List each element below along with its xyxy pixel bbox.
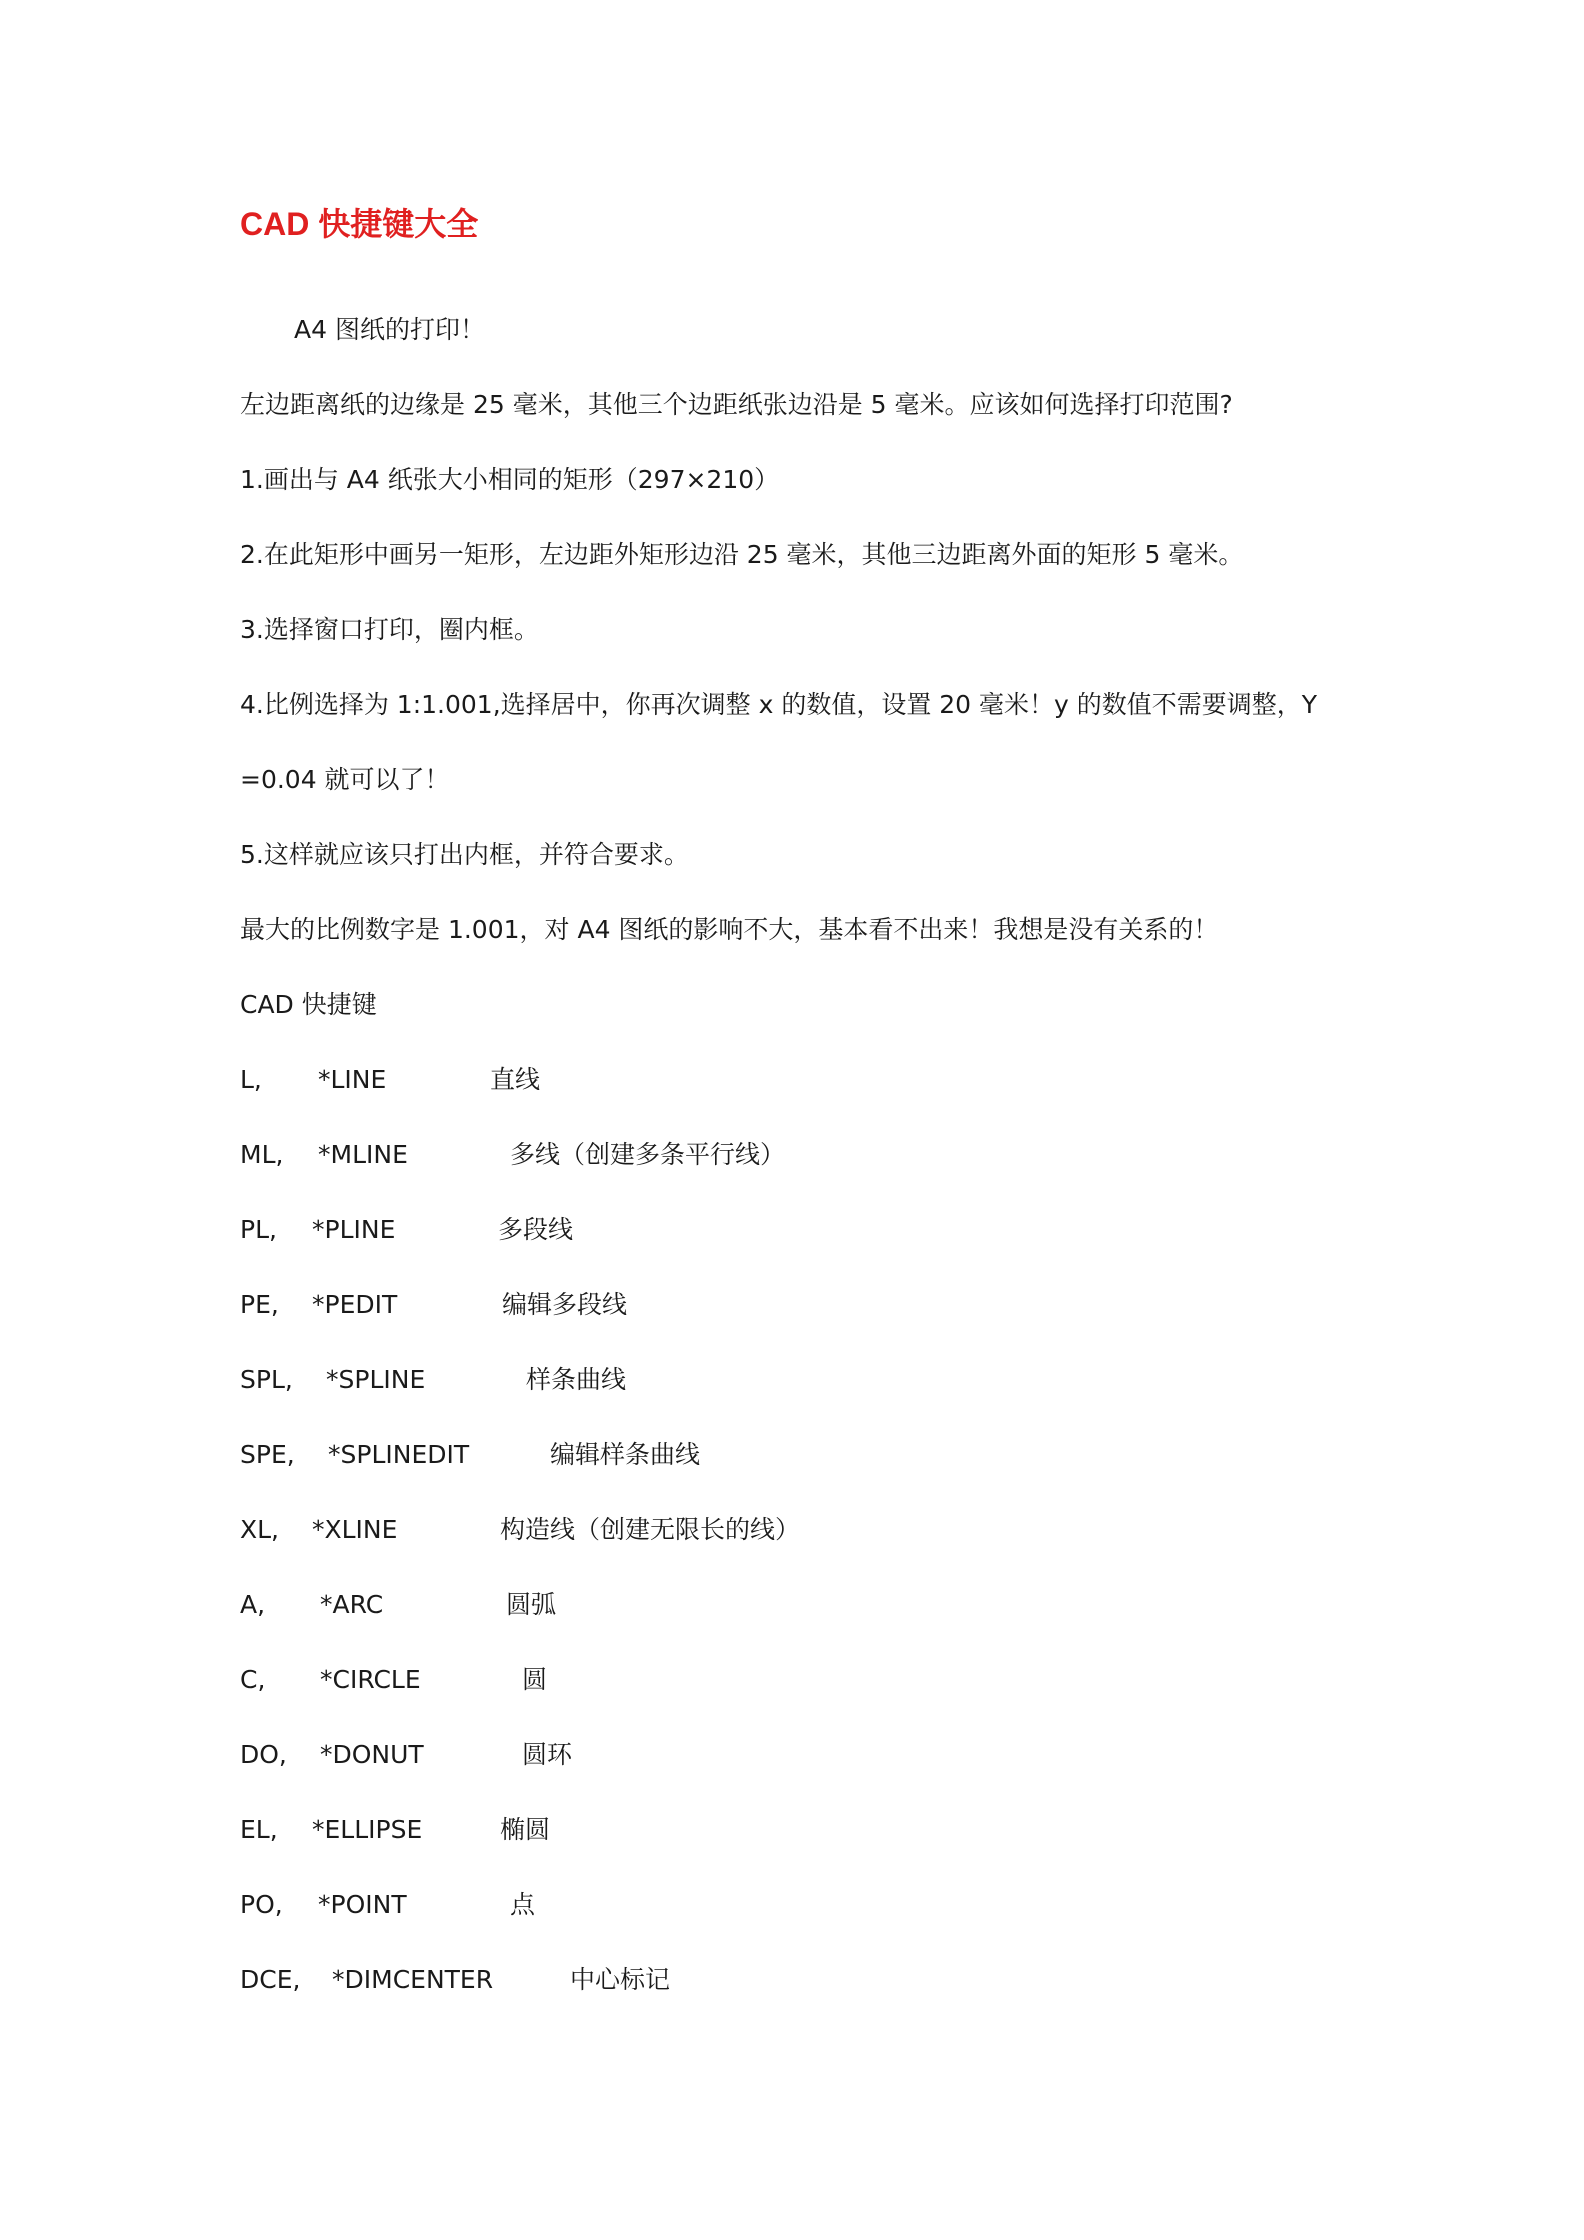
shortcut-description: 多线（创建多条平行线） — [510, 1140, 786, 1169]
intro-line: A4 图纸的打印！ — [294, 315, 485, 344]
shortcut-row — [240, 1960, 1340, 2000]
shortcut-abbr: PL, — [240, 1215, 277, 1244]
shortcut-row — [240, 1060, 1340, 1100]
shortcut-abbr: XL, — [240, 1515, 280, 1544]
shortcut-command: *DIMCENTER — [332, 1965, 494, 1994]
shortcut-command: *MLINE — [318, 1140, 408, 1169]
paragraph-step-4: 4.比例选择为 1:1.001,选择居中，你再次调整 x 的数值，设置 20 毫米！y 的数值不需要调整，Y — [240, 690, 1318, 719]
shortcut-description: 中心标记 — [570, 1965, 671, 1994]
shortcut-row — [240, 1435, 1340, 1475]
shortcut-description: 多段线 — [498, 1215, 574, 1244]
shortcut-description: 样条曲线 — [526, 1365, 627, 1394]
shortcut-abbr: SPE, — [240, 1440, 295, 1469]
paragraph-margin-question: 左边距离纸的边缘是 25 毫米，其他三个边距纸张边沿是 5 毫米。应该如何选择打印范围? — [240, 390, 1233, 419]
shortcut-description: 点 — [510, 1890, 536, 1919]
shortcut-command: *SPLINEDIT — [328, 1440, 470, 1469]
shortcut-command: *XLINE — [312, 1515, 398, 1544]
shortcut-row — [240, 1135, 1340, 1175]
shortcut-abbr: SPL, — [240, 1365, 293, 1394]
shortcut-row — [240, 1210, 1340, 1250]
shortcut-abbr: A, — [240, 1590, 266, 1619]
shortcut-command: *SPLINE — [326, 1365, 426, 1394]
shortcut-description: 椭圆 — [500, 1815, 551, 1844]
shortcut-row — [240, 1510, 1340, 1550]
shortcut-abbr: L, — [240, 1065, 262, 1094]
shortcut-abbr: DCE, — [240, 1965, 301, 1994]
shortcut-description: 编辑样条曲线 — [550, 1440, 701, 1469]
shortcut-row — [240, 1360, 1340, 1400]
shortcut-description: 直线 — [490, 1065, 541, 1094]
paragraph-step-5: 5.这样就应该只打出内框，并符合要求。 — [240, 840, 689, 869]
shortcut-description: 圆环 — [522, 1740, 573, 1769]
paragraph-step-4-cont: =0.04 就可以了！ — [240, 765, 450, 794]
shortcut-abbr: ML, — [240, 1140, 284, 1169]
paragraph-scale-note: 最大的比例数字是 1.001，对 A4 图纸的影响不大，基本看不出来！我想是没有关系的！ — [240, 915, 1219, 944]
shortcut-row — [240, 1285, 1340, 1325]
shortcut-command: *POINT — [318, 1890, 407, 1919]
shortcut-row — [240, 1585, 1340, 1625]
shortcut-abbr: DO, — [240, 1740, 287, 1769]
shortcut-description: 构造线（创建无限长的线） — [500, 1515, 801, 1544]
shortcut-command: *PLINE — [312, 1215, 396, 1244]
shortcut-description: 圆 — [522, 1665, 548, 1694]
shortcut-description: 圆弧 — [506, 1590, 557, 1619]
shortcut-command: *ARC — [320, 1590, 384, 1619]
shortcut-command: *LINE — [318, 1065, 387, 1094]
paragraph-step-1: 1.画出与 A4 纸张大小相同的矩形（297×210） — [240, 465, 780, 494]
shortcut-command: *PEDIT — [312, 1290, 398, 1319]
shortcut-command: *CIRCLE — [320, 1665, 421, 1694]
shortcut-abbr: C, — [240, 1665, 266, 1694]
shortcut-abbr: PE, — [240, 1290, 279, 1319]
paragraph-step-3: 3.选择窗口打印，圈内框。 — [240, 615, 539, 644]
shortcut-row — [240, 1660, 1340, 1700]
shortcut-abbr: PO, — [240, 1890, 283, 1919]
shortcut-row — [240, 1810, 1340, 1850]
document-title: CAD 快捷键大全 — [240, 206, 479, 242]
shortcut-row — [240, 1735, 1340, 1775]
shortcuts-heading: CAD 快捷键 — [240, 990, 377, 1019]
shortcut-abbr: EL, — [240, 1815, 278, 1844]
shortcut-row — [240, 1885, 1340, 1925]
shortcut-command: *ELLIPSE — [312, 1815, 423, 1844]
shortcut-description: 编辑多段线 — [502, 1290, 628, 1319]
shortcut-command: *DONUT — [320, 1740, 424, 1769]
paragraph-step-2: 2.在此矩形中画另一矩形，左边距外矩形边沿 25 毫米，其他三边距离外面的矩形 5 毫米。 — [240, 540, 1244, 569]
